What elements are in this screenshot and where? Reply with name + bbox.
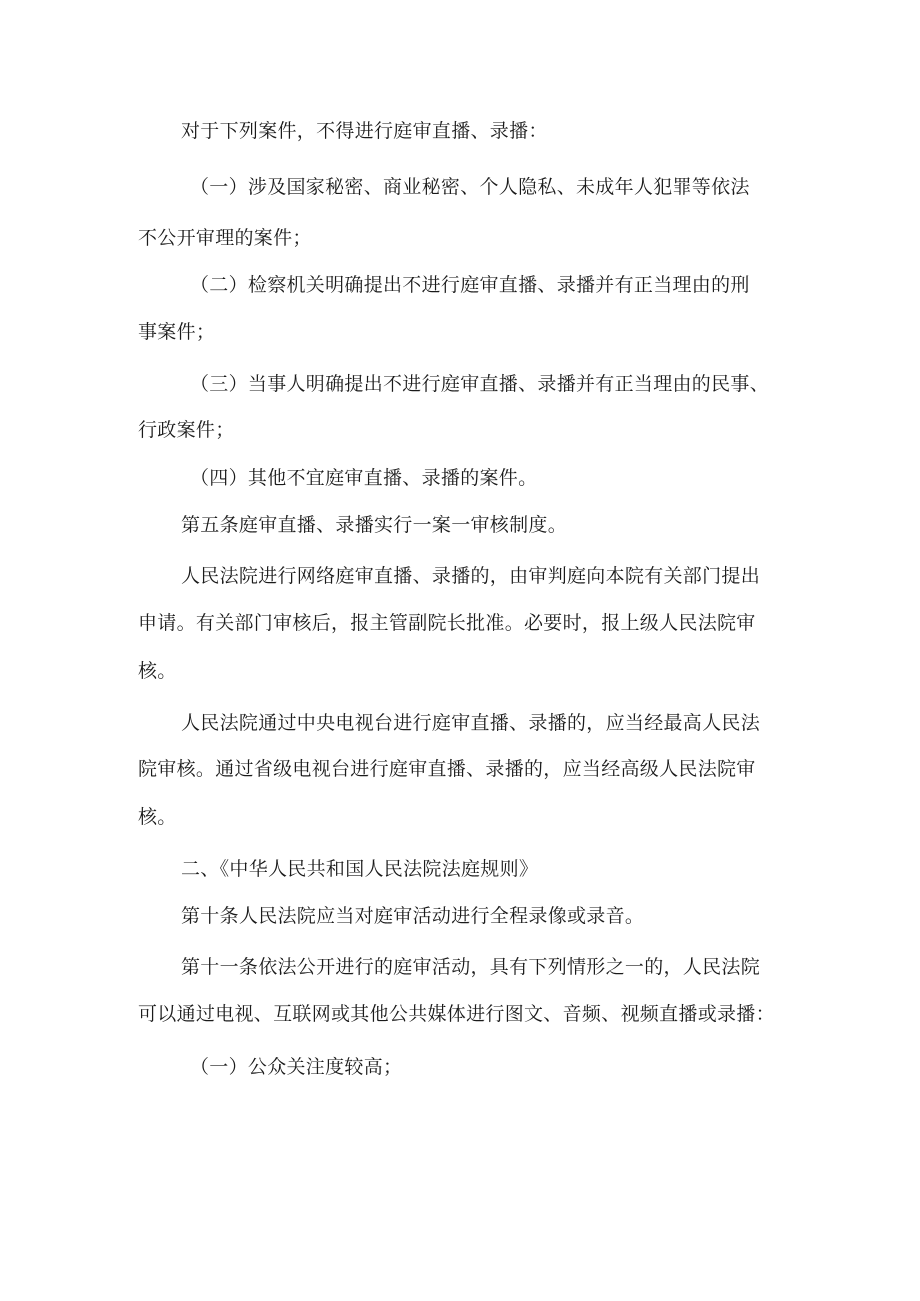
text-line: （三）当事人明确提出不进行庭审直播、录播并有正当理由的民事、	[190, 373, 770, 395]
text-line: 院审核。通过省级电视台进行庭审直播、录播的，应当经高级人民法院审	[138, 758, 756, 780]
text-line: 行政案件；	[138, 419, 235, 441]
text-line: （二）检察机关明确提出不进行庭审直播、录播并有正当理由的刑	[190, 274, 750, 296]
text-line: 申请。有关部门审核后，报主管副院长批准。必要时，报上级人民法院审	[138, 612, 756, 634]
text-line: 第十一条依法公开进行的庭审活动，具有下列情形之一的，人民法院	[181, 956, 761, 978]
text-line: （四）其他不宜庭审直播、录播的案件。	[190, 467, 538, 489]
text-line: 人民法院进行网络庭审直播、录播的，由审判庭向本院有关部门提出	[181, 565, 761, 587]
text-line: （一）涉及国家秘密、商业秘密、个人隐私、未成年人犯罪等依法	[190, 176, 750, 198]
text-line: 第五条庭审直播、录播实行一案一审核制度。	[181, 514, 568, 536]
text-line: （一）公众关注度较高；	[190, 1056, 403, 1078]
text-line: 核。	[138, 806, 177, 828]
text-line: 不公开审理的案件；	[138, 227, 312, 249]
text-line: 第十条人民法院应当对庭审活动进行全程录像或录音。	[181, 905, 645, 927]
text-line: 核。	[138, 660, 177, 682]
section-heading: 二、《中华人民共和国人民法院法庭规则》	[181, 858, 539, 880]
text-line: 可以通过电视、互联网或其他公共媒体进行图文、音频、视频直播或录播：	[138, 1003, 775, 1025]
text-line: 人民法院通过中央电视台进行庭审直播、录播的，应当经最高人民法	[181, 712, 761, 734]
text-line: 事案件；	[138, 321, 216, 343]
text-line: 对于下列案件，不得进行庭审直播、录播：	[181, 120, 548, 142]
